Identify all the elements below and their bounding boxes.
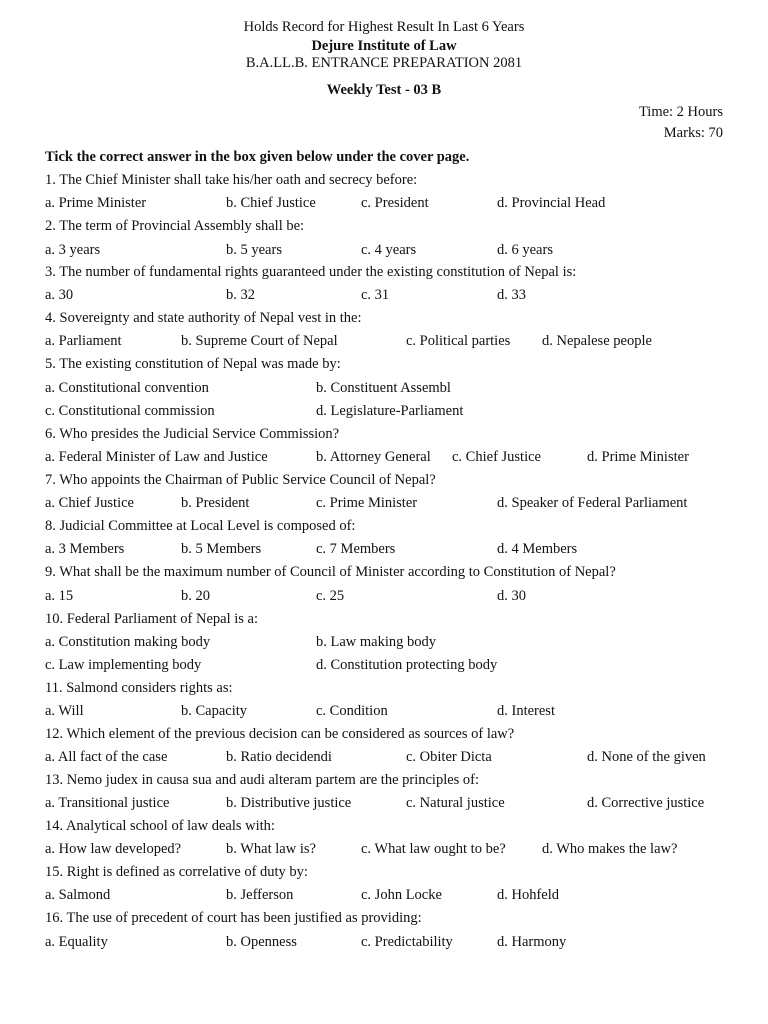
option-c: c. Law implementing body xyxy=(45,657,202,673)
option-a: a. Prime Minister xyxy=(45,195,147,211)
option-c: c. Predictability xyxy=(361,934,453,950)
option-b: b. Ratio decidendi xyxy=(226,749,332,765)
institute-name: Dejure Institute of Law xyxy=(311,38,457,54)
option-a: a. Salmond xyxy=(45,887,111,903)
option-a: a. Constitution making body xyxy=(45,634,211,650)
option-a: a. Federal Minister of Law and Justice xyxy=(45,449,268,465)
option-c: c. Condition xyxy=(316,703,388,719)
option-b: b. Law making body xyxy=(316,634,437,650)
option-a: a. Parliament xyxy=(45,333,122,349)
option-d: d. Legislature-Parliament xyxy=(316,403,464,419)
option-a: a. Will xyxy=(45,703,84,719)
test-title: Weekly Test - 03 B xyxy=(326,82,442,98)
option-b: b. Chief Justice xyxy=(226,195,316,211)
question-text: 8. Judicial Committee at Local Level is composed of: xyxy=(45,518,356,534)
option-d: d. 30 xyxy=(497,588,526,604)
question-text: 11. Salmond considers rights as: xyxy=(45,680,233,696)
option-c: c. What law ought to be? xyxy=(361,841,506,857)
option-c: c. Natural justice xyxy=(406,795,505,811)
option-c: c. 4 years xyxy=(361,242,417,258)
time-label: Time: 2 Hours xyxy=(638,104,723,120)
option-b: b. Constituent Assembl xyxy=(316,380,451,396)
option-d: d. 6 years xyxy=(497,242,553,258)
option-a: a. Transitional justice xyxy=(45,795,170,811)
option-c: c. Constitutional commission xyxy=(45,403,215,419)
option-d: d. Nepalese people xyxy=(542,333,652,349)
option-a: a. How law developed? xyxy=(45,841,182,857)
question-text: 1. The Chief Minister shall take his/her oath and secrecy before: xyxy=(45,172,418,188)
option-b: b. 20 xyxy=(181,588,210,604)
question-text: 10. Federal Parliament of Nepal is a: xyxy=(45,611,259,627)
instruction-text: Tick the correct answer in the box given below under the cover page. xyxy=(45,149,470,165)
option-b: b. 5 years xyxy=(226,242,282,258)
option-a: a. 3 Members xyxy=(45,541,125,557)
question-text: 2. The term of Provincial Assembly shall be: xyxy=(45,218,305,234)
option-d: d. Corrective justice xyxy=(587,795,705,811)
marks-label: Marks: 70 xyxy=(663,125,723,141)
option-b: b. Capacity xyxy=(181,703,248,719)
option-b: b. Attorney General xyxy=(316,449,431,465)
option-a: a. Chief Justice xyxy=(45,495,134,511)
question-text: 16. The use of precedent of court has been justified as providing: xyxy=(45,910,422,926)
option-a: a. Equality xyxy=(45,934,108,950)
option-c: c. 31 xyxy=(361,287,390,303)
option-c: c. Chief Justice xyxy=(452,449,541,465)
option-a: a. Constitutional convention xyxy=(45,380,209,396)
option-a: a. 15 xyxy=(45,588,74,604)
question-text: 6. Who presides the Judicial Service Commission? xyxy=(45,426,340,442)
option-c: c. President xyxy=(361,195,429,211)
question-text: 4. Sovereignty and state authority of Nepal vest in the: xyxy=(45,310,362,326)
option-b: b. Jefferson xyxy=(226,887,294,903)
option-c: c. 7 Members xyxy=(316,541,396,557)
option-b: b. Openness xyxy=(226,934,297,950)
option-c: c. 25 xyxy=(316,588,345,604)
option-b: b. Distributive justice xyxy=(226,795,352,811)
option-d: d. None of the given xyxy=(587,749,706,765)
question-text: 15. Right is defined as correlative of duty by: xyxy=(45,864,308,880)
option-d: d. Hohfeld xyxy=(497,887,560,903)
question-text: 12. Which element of the previous decision can be considered as sources of law? xyxy=(45,726,515,742)
option-d: d. Prime Minister xyxy=(587,449,689,465)
option-d: d. Constitution protecting body xyxy=(316,657,498,673)
option-d: d. Harmony xyxy=(497,934,567,950)
option-b: b. 32 xyxy=(226,287,255,303)
option-a: a. 30 xyxy=(45,287,74,303)
question-text: 7. Who appoints the Chairman of Public Service Council of Nepal? xyxy=(45,472,436,488)
header-tagline: Holds Record for Highest Result In Last 6 Years xyxy=(243,19,525,35)
option-d: d. 4 Members xyxy=(497,541,578,557)
question-text: 5. The existing constitution of Nepal was made by: xyxy=(45,356,341,372)
option-c: c. John Locke xyxy=(361,887,442,903)
option-d: d. 33 xyxy=(497,287,526,303)
option-b: b. What law is? xyxy=(226,841,316,857)
option-b: b. Supreme Court of Nepal xyxy=(181,333,338,349)
option-b: b. 5 Members xyxy=(181,541,262,557)
option-b: b. President xyxy=(181,495,250,511)
question-text: 13. Nemo judex in causa sua and audi alteram partem are the principles of: xyxy=(45,772,480,788)
question-text: 3. The number of fundamental rights guaranteed under the existing constitution of Nepal is: xyxy=(45,264,577,280)
question-text: 9. What shall be the maximum number of Council of Minister according to Constitution of Nepal? xyxy=(45,564,616,580)
option-d: d. Speaker of Federal Parliament xyxy=(497,495,688,511)
option-c: c. Prime Minister xyxy=(316,495,418,511)
question-text: 14. Analytical school of law deals with: xyxy=(45,818,275,834)
option-c: c. Political parties xyxy=(406,333,511,349)
option-a: a. 3 years xyxy=(45,242,101,258)
option-d: d. Provincial Head xyxy=(497,195,606,211)
option-d: d. Who makes the law? xyxy=(542,841,678,857)
option-a: a. All fact of the case xyxy=(45,749,168,765)
program-title: B.A.LL.B. ENTRANCE PREPARATION 2081 xyxy=(245,55,523,71)
option-c: c. Obiter Dicta xyxy=(406,749,492,765)
option-d: d. Interest xyxy=(497,703,555,719)
